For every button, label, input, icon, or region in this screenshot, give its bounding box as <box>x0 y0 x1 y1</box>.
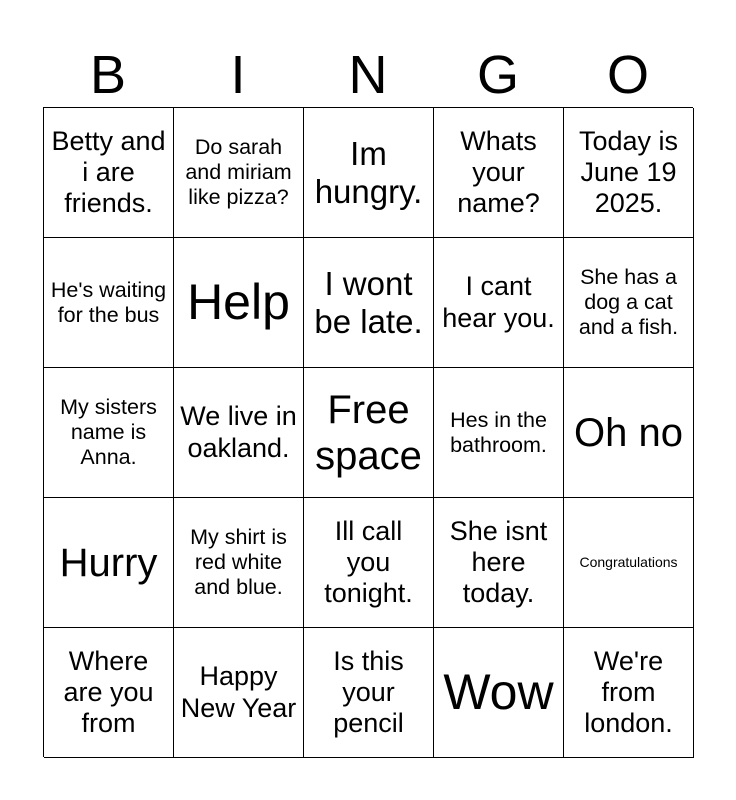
bingo-cell-r1c5[interactable] <box>564 108 694 238</box>
bingo-board <box>43 107 693 757</box>
bingo-header <box>43 44 693 106</box>
bingo-cell-r4c1[interactable] <box>44 498 174 628</box>
bingo-cell-r3c3[interactable] <box>304 368 434 498</box>
bingo-cell-r3c4[interactable] <box>434 368 564 498</box>
header-letter-i: I <box>230 45 246 105</box>
header-letter-n: N <box>348 45 388 105</box>
bingo-cell-r3c5[interactable] <box>564 368 694 498</box>
bingo-cell-r4c2[interactable] <box>174 498 304 628</box>
cell-text: Hes in the bathroom. <box>450 407 547 457</box>
cell-text: Whats your name? <box>457 125 540 219</box>
cell-text: I wont be late. <box>314 264 423 340</box>
bingo-cell-r1c1[interactable] <box>44 108 174 238</box>
cell-text: She isnt here today. <box>449 515 548 609</box>
bingo-cell-r2c2[interactable] <box>174 238 304 368</box>
cell-text: Is this your pencil <box>333 645 404 739</box>
cell-text: Betty and i are friends. <box>51 125 166 219</box>
bingo-cell-r1c2[interactable] <box>174 108 304 238</box>
bingo-cell-r5c1[interactable] <box>44 628 174 758</box>
cell-text: Free space <box>315 387 422 478</box>
bingo-cell-r4c5[interactable] <box>564 498 694 628</box>
cell-text: Im hungry. <box>314 134 423 210</box>
bingo-cell-r3c1[interactable] <box>44 368 174 498</box>
bingo-cell-r4c3[interactable] <box>304 498 434 628</box>
header-letter-b: B <box>89 45 127 105</box>
bingo-cell-r5c2[interactable] <box>174 628 304 758</box>
cell-text: He's waiting for the bus <box>50 277 167 327</box>
cell-text: Happy New Year <box>180 661 297 723</box>
bingo-cell-r2c4[interactable] <box>434 238 564 368</box>
cell-text: We live in oakland. <box>180 401 297 463</box>
header-letter-g: G <box>476 45 519 105</box>
cell-text: Today is June 19 2025. <box>578 125 679 219</box>
cell-text: Do sarah and miriam like pizza? <box>185 135 292 209</box>
cell-text: She has a dog a cat and a fish. <box>578 265 679 339</box>
header-letter-o: O <box>606 45 649 105</box>
cell-text: Help <box>187 273 290 330</box>
cell-text: Ill call you tonight. <box>324 515 413 609</box>
bingo-cell-r1c4[interactable] <box>434 108 564 238</box>
cell-text: We're from london. <box>584 645 673 739</box>
bingo-cell-r1c3[interactable] <box>304 108 434 238</box>
cell-text: My shirt is red white and blue. <box>190 525 287 599</box>
cell-text: Oh no <box>574 410 683 455</box>
bingo-cell-r2c1[interactable] <box>44 238 174 368</box>
cell-text: Where are you from <box>63 645 154 739</box>
bingo-cell-r5c4[interactable] <box>434 628 564 758</box>
cell-text: I cant hear you. <box>442 271 555 333</box>
bingo-cell-r2c3[interactable] <box>304 238 434 368</box>
cell-text: Congratulations <box>579 554 678 571</box>
cell-text: Wow <box>443 663 554 720</box>
bingo-cell-r5c5[interactable] <box>564 628 694 758</box>
bingo-cell-r3c2[interactable] <box>174 368 304 498</box>
bingo-cell-r5c3[interactable] <box>304 628 434 758</box>
bingo-cell-r4c4[interactable] <box>434 498 564 628</box>
bingo-cell-r2c5[interactable] <box>564 238 694 368</box>
cell-text: My sisters name is Anna. <box>60 395 157 469</box>
cell-text: Hurry <box>59 540 158 585</box>
